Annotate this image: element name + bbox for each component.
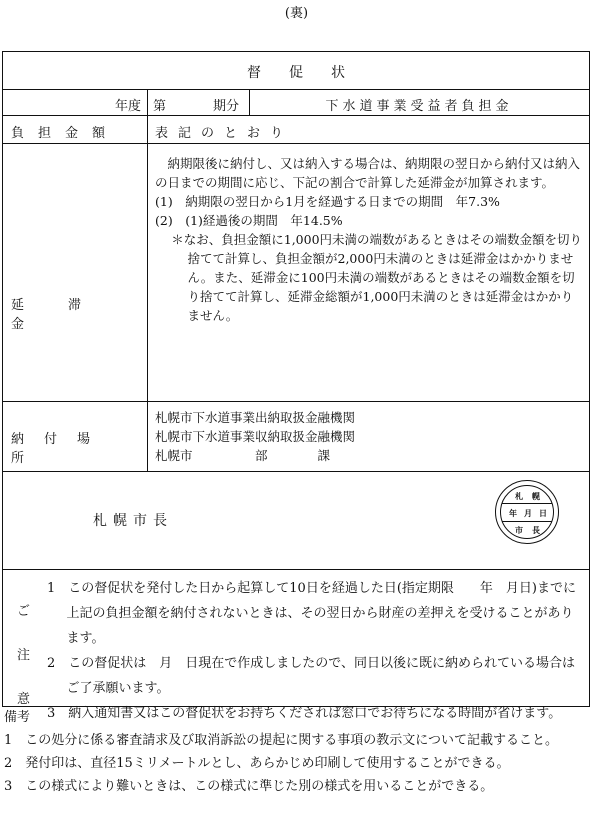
period-prefix: 第	[153, 99, 167, 114]
place-label: 納付場所	[11, 432, 111, 466]
late-fee-item: (1) 納期限の翌日から1月を経過する日までの期間 年7.3%	[155, 194, 500, 209]
late-fee-row	[3, 144, 589, 402]
late-fee-label-text: 延滞金	[11, 298, 126, 332]
year-label: 年度	[114, 99, 141, 114]
seal-line	[502, 521, 552, 522]
issue-seal-icon	[495, 480, 559, 544]
notes-label-char: 意	[17, 692, 31, 707]
charge-name: 下水道事業受益者負担金	[325, 99, 513, 114]
late-fee-item: (2) (1)経過後の期間 年14.5%	[155, 213, 343, 228]
note-item: 2 この督促状は 月 日現在で作成しましたので、同日以後に既に納められている場合はご了承願います。	[47, 656, 576, 696]
late-fee-note: ＊なお、負担金額に1,000円未満の端数があるときはその端数金額を切り捨てて計算し、負担金額が2,000円未満のときは延滞金はかかりません。また、延滞金に100円未満の端数があるときはその端数金額を切り捨てて計算し、延滞金総額が1,000円未満のときは延滞金はかかりません。	[171, 232, 583, 323]
payment-place-row	[3, 402, 589, 472]
place-lines	[155, 408, 355, 465]
amount-value: 表記のとおり	[155, 126, 294, 141]
notes-label-char: 注	[17, 648, 31, 663]
notes-label	[3, 570, 43, 706]
divider	[147, 116, 148, 143]
amount-row	[3, 116, 589, 144]
year-row	[3, 90, 589, 116]
late-fee-text	[155, 154, 585, 325]
seal-char: 市	[515, 525, 523, 535]
seal-line	[502, 503, 552, 504]
seal-char: 幌	[532, 491, 540, 501]
late-fee-label	[3, 294, 147, 332]
seal-char: 日	[539, 508, 547, 518]
divider	[147, 144, 148, 401]
remark-item: 2 発付印は、直径15ミリメートルとし、あらかじめ印刷して使用することができる。	[4, 756, 510, 771]
period-suffix: 期分	[213, 99, 240, 114]
seal-char: 札	[515, 491, 523, 501]
note-item: 1 この督促状を発付した日から起算して10日を経過した日(指定期限 年 月日)までに上記の負担金額を納付されないときは、その翌日から財産の差押えを受けることがあります。	[47, 581, 576, 646]
form-title: 督促状	[247, 65, 373, 81]
divider	[147, 90, 148, 115]
late-fee-intro: 納期限後に納付し、又は納入する場合は、納期限の翌日から納付又は納入の日までの期間に応じ、下記の割合で計算した延滞金が加算されます。	[155, 156, 581, 190]
place-line: 札幌市下水道事業出納取扱金融機関	[155, 410, 356, 425]
place-line: 札幌市 部 課	[155, 448, 331, 463]
side-label: (裏)	[284, 6, 309, 21]
notes-text	[47, 576, 583, 726]
remarks-heading: 備考	[4, 710, 31, 725]
seal-char: 月	[524, 508, 532, 518]
seal-char: 年	[509, 508, 517, 518]
notes-label-char: ご	[17, 604, 31, 619]
remarks	[4, 708, 588, 797]
divider	[147, 402, 148, 471]
seal-char: 長	[532, 525, 540, 535]
mayor-name: 札幌市長	[93, 513, 173, 529]
amount-label: 負担金額	[11, 126, 120, 141]
place-line: 札幌市下水道事業収納取扱金融機関	[155, 429, 356, 444]
remark-item: 3 この様式により難いときは、この様式に準じた別の様式を用いることができる。	[4, 779, 494, 794]
mayor-row	[3, 472, 589, 570]
remark-item: 1 この処分に係る審査請求及び取消訴訟の提起に関する事項の教示文について記載すること。	[4, 733, 559, 748]
title-row	[3, 52, 589, 90]
note-item: 3 納入通知書又はこの督促状をお持ちくだされば窓口でお待ちになる時間が省けます。	[47, 706, 562, 721]
